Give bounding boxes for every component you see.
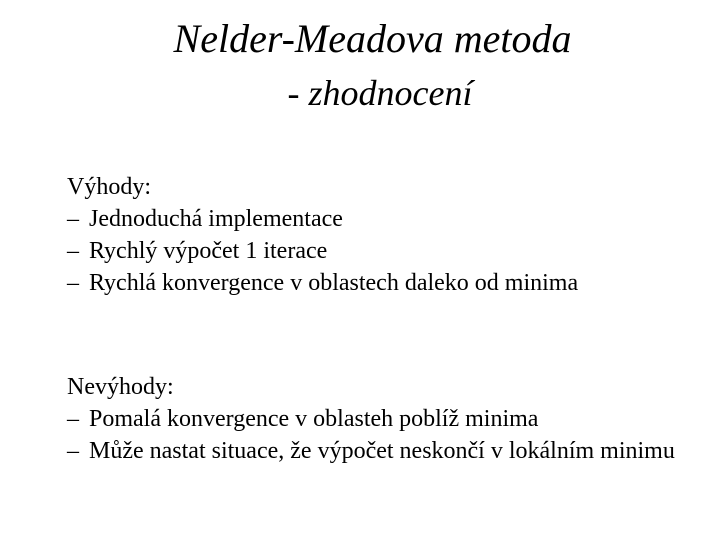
list-item [67,268,689,298]
list-item [67,436,689,466]
advantages-section [67,172,689,298]
dash-bullet: – [67,238,79,264]
slide-title: Nelder-Meadova metoda [173,16,572,61]
disadvantages-list [67,404,689,466]
list-item-text: Pomalá konvergence v oblasteh poblíž minima [89,406,539,432]
list-item [67,204,689,234]
list-item-text: Rychlý výpočet 1 iterace [89,238,328,264]
disadvantages-section [67,372,689,466]
slide-subtitle: - zhodnocení [287,73,473,113]
advantages-heading: Výhody: [67,174,151,200]
list-item-text: Může nastat situace, že výpočet neskončí v lokálním minimu [89,438,675,464]
dash-bullet: – [67,270,79,296]
advantages-list [67,204,689,298]
list-item-text: Jednoduchá implementace [89,206,343,232]
dash-bullet: – [67,438,79,464]
dash-bullet: – [67,406,79,432]
dash-bullet: – [67,206,79,232]
disadvantages-heading: Nevýhody: [67,374,174,400]
list-item [67,236,689,266]
list-item [67,404,689,434]
list-item-text: Rychlá konvergence v oblastech daleko od minima [89,270,579,296]
